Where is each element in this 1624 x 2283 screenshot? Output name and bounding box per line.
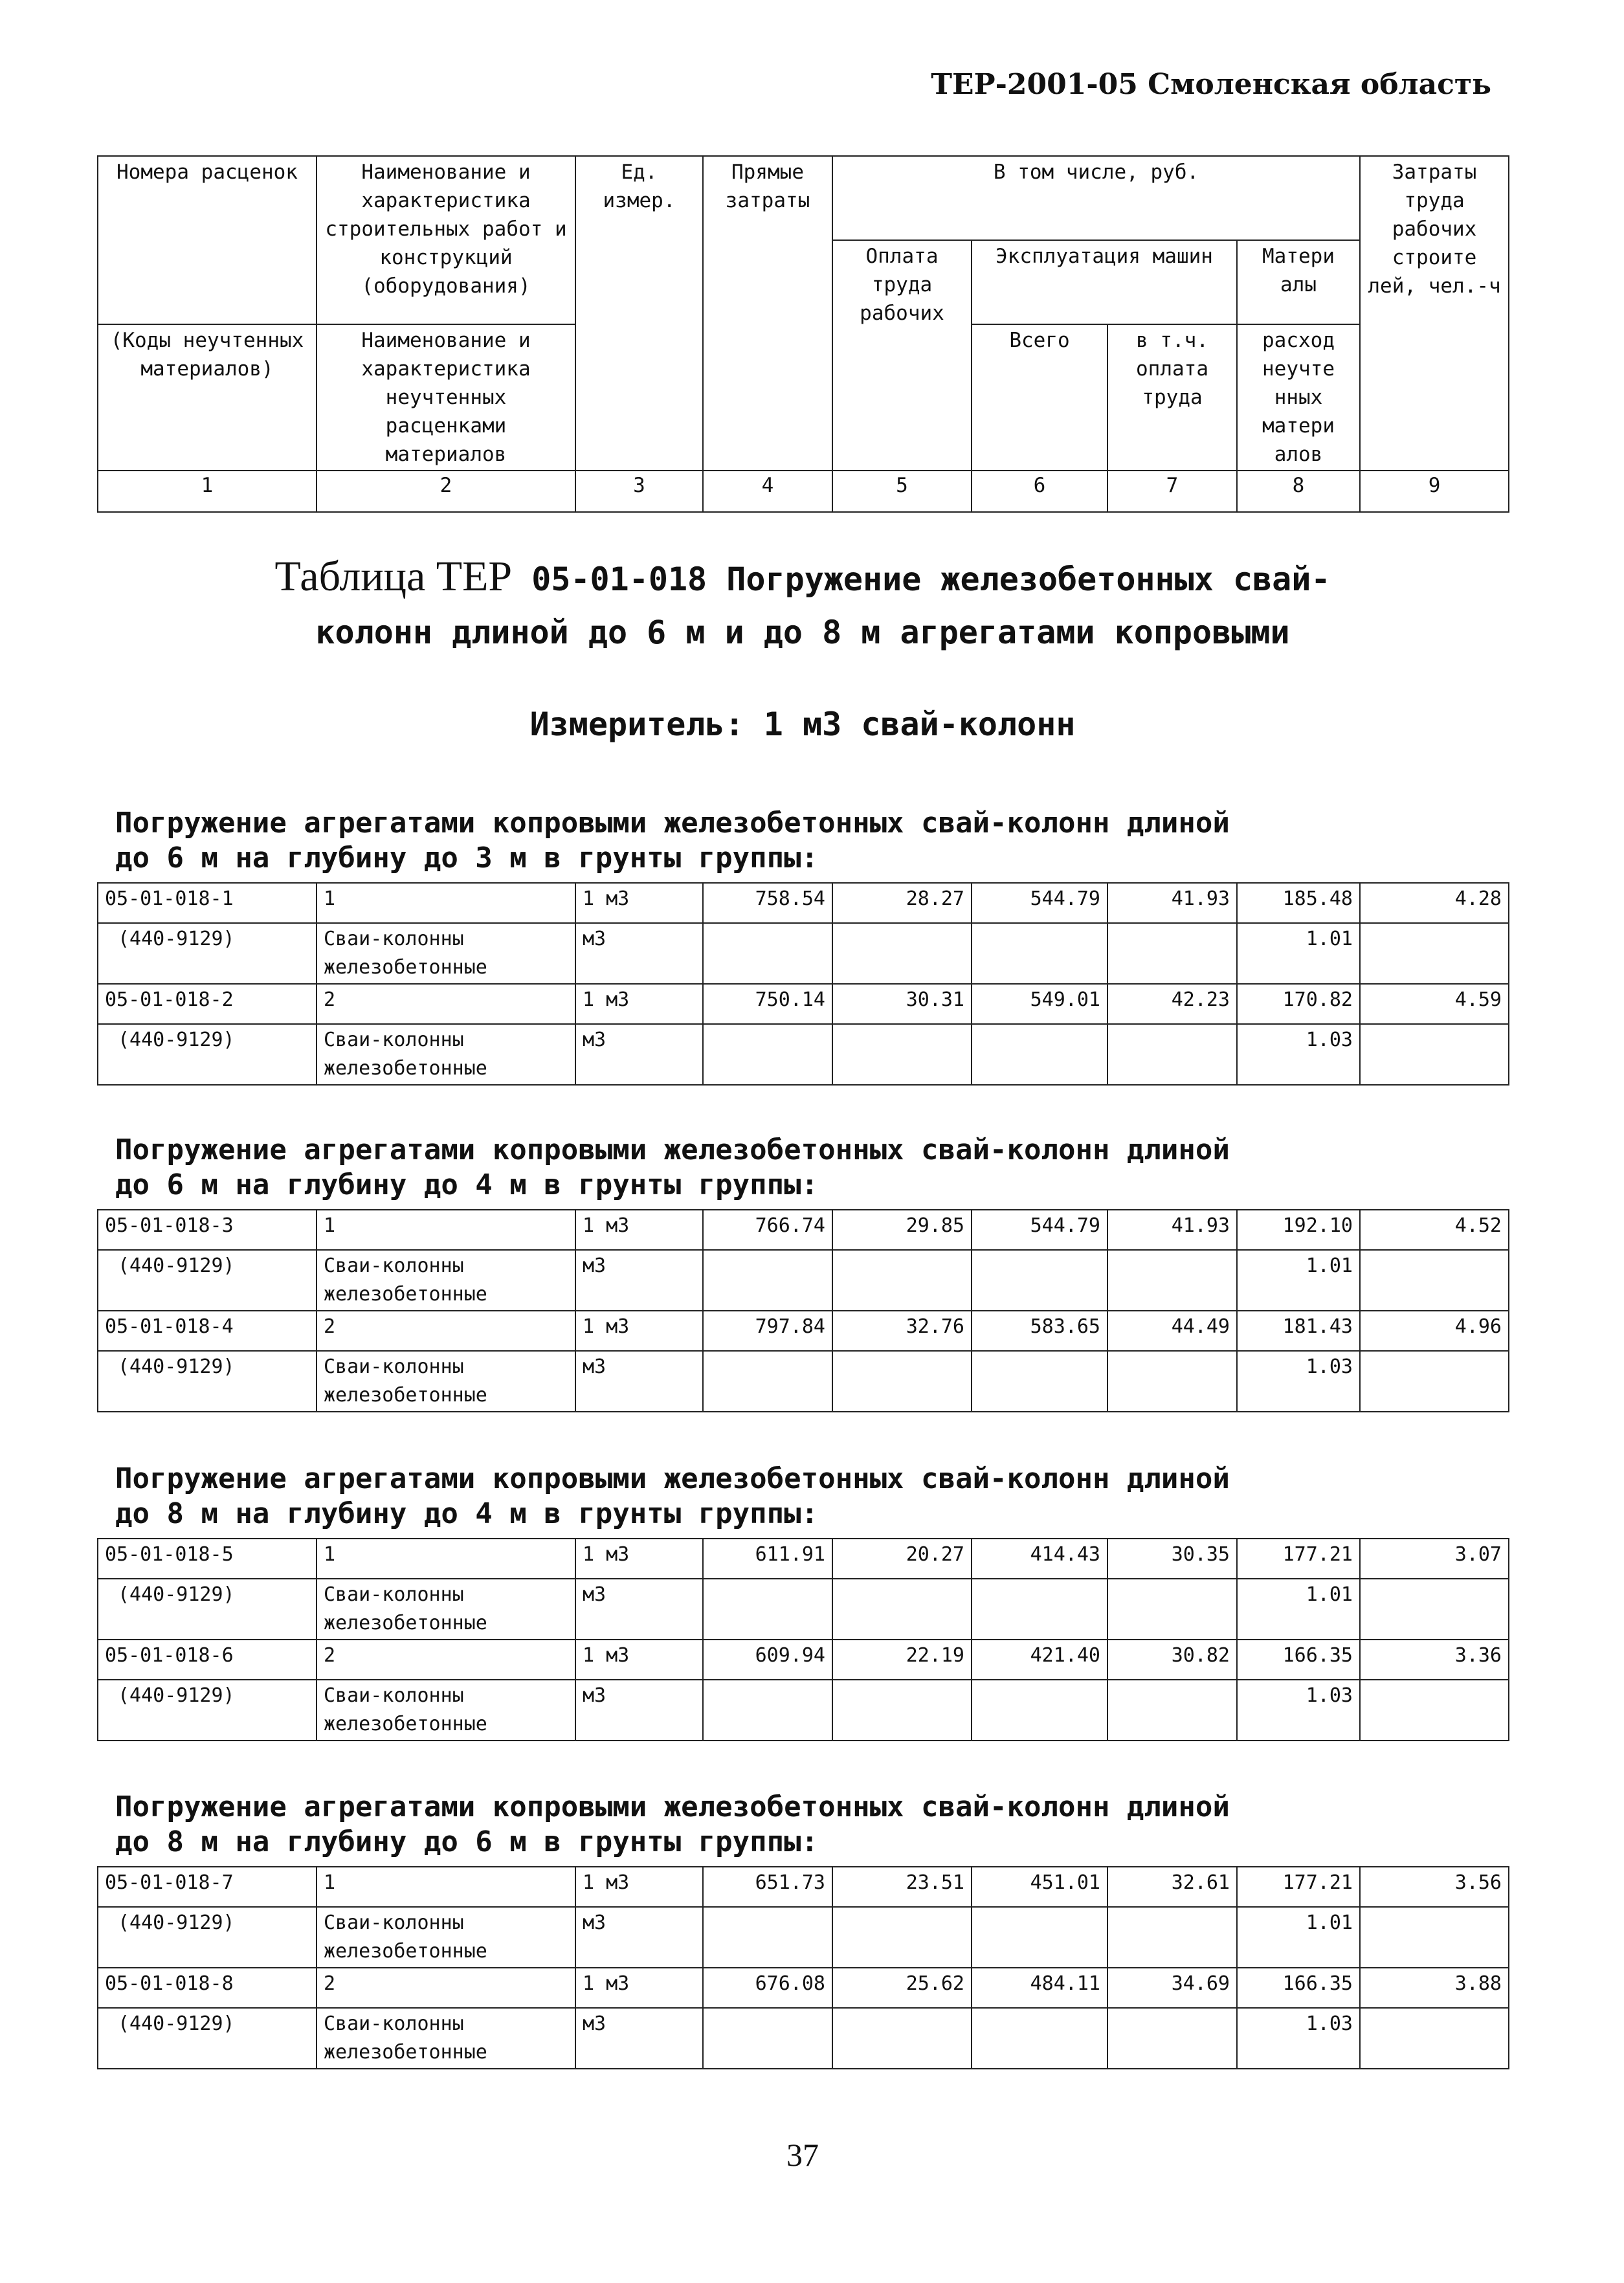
- empty-cell: [832, 1907, 972, 1968]
- page-number: 37: [786, 2137, 819, 2173]
- table-row-material: [98, 1024, 1509, 1085]
- materials: 192.10: [1237, 1210, 1360, 1250]
- empty-cell: [703, 923, 832, 984]
- table-title-text1: Погружение железобетонных свай-: [726, 561, 1331, 598]
- material-code: (440-9129): [98, 1680, 317, 1741]
- material-code: (440-9129): [98, 1579, 317, 1640]
- hdr-col5: Оплата труда рабочих: [832, 240, 972, 471]
- material-name: Сваи-колонны железобетонные: [317, 1250, 575, 1311]
- material-unit: м3: [575, 1351, 703, 1412]
- table-row: [98, 984, 1509, 1024]
- empty-cell: [972, 1024, 1107, 1085]
- direct-costs: 609.94: [703, 1640, 832, 1680]
- empty-cell: [703, 1351, 832, 1412]
- labor-hours: 4.59: [1360, 984, 1509, 1024]
- table-row-material: [98, 1907, 1509, 1968]
- machines-total: 421.40: [972, 1640, 1107, 1680]
- machines-labor: 42.23: [1107, 984, 1237, 1024]
- table-row: [98, 1311, 1509, 1351]
- labor-hours: 3.07: [1360, 1539, 1509, 1579]
- machines-total: 583.65: [972, 1311, 1107, 1351]
- empty-cell: [1360, 1024, 1509, 1085]
- labor-hours: 4.28: [1360, 883, 1509, 923]
- material-qty: 1.03: [1237, 2008, 1360, 2069]
- hdr-col3: Ед. измер.: [575, 156, 703, 471]
- rate-unit: 1 м3: [575, 1210, 703, 1250]
- labor-hours: 4.52: [1360, 1210, 1509, 1250]
- direct-costs: 758.54: [703, 883, 832, 923]
- materials: 170.82: [1237, 984, 1360, 1024]
- rate-code: 05-01-018-4: [98, 1311, 317, 1351]
- material-name: Сваи-колонны железобетонные: [317, 923, 575, 984]
- rate-code: 05-01-018-7: [98, 1867, 317, 1907]
- table-title: [97, 550, 1508, 659]
- hdr-num-8: 8: [1237, 471, 1360, 512]
- rate-unit: 1 м3: [575, 883, 703, 923]
- table-title-code: 05-01-018: [531, 561, 707, 598]
- rate-unit: 1 м3: [575, 1539, 703, 1579]
- rate-name: 1: [317, 1867, 575, 1907]
- direct-costs: 750.14: [703, 984, 832, 1024]
- material-name: Сваи-колонны железобетонные: [317, 1024, 575, 1085]
- empty-cell: [703, 2008, 832, 2069]
- table-row: [98, 883, 1509, 923]
- table-row-material: [98, 1579, 1509, 1640]
- hdr-col8-bottom: расход неучте нных матери алов: [1237, 324, 1360, 471]
- hdr-col2-bottom: Наименование и характеристика неучтенных расценками материалов: [317, 324, 575, 471]
- empty-cell: [1107, 1680, 1237, 1741]
- empty-cell: [703, 1680, 832, 1741]
- material-qty: 1.03: [1237, 1024, 1360, 1085]
- hdr-num-4: 4: [703, 471, 832, 512]
- labor-pay: 30.31: [832, 984, 972, 1024]
- labor-pay: 28.27: [832, 883, 972, 923]
- rate-unit: 1 м3: [575, 1968, 703, 2008]
- material-unit: м3: [575, 2008, 703, 2069]
- section-title-line2: до 8 м на глубину до 6 м в грунты группы:: [115, 1825, 819, 1858]
- table-title-prefix: Таблица ТЕР: [274, 553, 513, 600]
- table-row: [98, 1968, 1509, 2008]
- hdr-num-5: 5: [832, 471, 972, 512]
- measure-unit: Измеритель: 1 м3 свай-колонн: [529, 706, 1076, 743]
- empty-cell: [1360, 1907, 1509, 1968]
- labor-pay: 23.51: [832, 1867, 972, 1907]
- empty-cell: [832, 1579, 972, 1640]
- empty-cell: [832, 1680, 972, 1741]
- empty-cell: [1107, 2008, 1237, 2069]
- rate-code: 05-01-018-1: [98, 883, 317, 923]
- rate-unit: 1 м3: [575, 1867, 703, 1907]
- hdr-num-3: 3: [575, 471, 703, 512]
- labor-hours: 3.88: [1360, 1968, 1509, 2008]
- materials: 185.48: [1237, 883, 1360, 923]
- table-row-material: [98, 923, 1509, 984]
- empty-cell: [1360, 923, 1509, 984]
- material-qty: 1.01: [1237, 1250, 1360, 1311]
- empty-cell: [1107, 1907, 1237, 1968]
- empty-cell: [1107, 1351, 1237, 1412]
- materials: 177.21: [1237, 1539, 1360, 1579]
- table-title-line1: [97, 550, 1508, 606]
- machines-labor: 44.49: [1107, 1311, 1237, 1351]
- materials: 166.35: [1237, 1968, 1360, 2008]
- material-unit: м3: [575, 1024, 703, 1085]
- hdr-col1-bottom: (Коды неучтенных материалов): [98, 324, 317, 471]
- materials: 177.21: [1237, 1867, 1360, 1907]
- section-table: [97, 882, 1509, 1086]
- material-unit: м3: [575, 1907, 703, 1968]
- rate-unit: 1 м3: [575, 984, 703, 1024]
- material-qty: 1.01: [1237, 923, 1360, 984]
- machines-labor: 41.93: [1107, 883, 1237, 923]
- rate-name: 2: [317, 1640, 575, 1680]
- machines-labor: 41.93: [1107, 1210, 1237, 1250]
- empty-cell: [703, 1907, 832, 1968]
- empty-cell: [1360, 1250, 1509, 1311]
- empty-cell: [832, 1250, 972, 1311]
- empty-cell: [1360, 1351, 1509, 1412]
- section-title: [115, 806, 1507, 876]
- rate-name: 1: [317, 1210, 575, 1250]
- hdr-num-2: 2: [317, 471, 575, 512]
- table-row-material: [98, 2008, 1509, 2069]
- table-row: [98, 1867, 1509, 1907]
- material-qty: 1.01: [1237, 1579, 1360, 1640]
- machines-total: 544.79: [972, 883, 1107, 923]
- direct-costs: 676.08: [703, 1968, 832, 2008]
- rate-name: 2: [317, 1968, 575, 2008]
- hdr-num-9: 9: [1360, 471, 1509, 512]
- hdr-col4: Прямые затраты: [703, 156, 832, 471]
- empty-cell: [832, 923, 972, 984]
- material-name: Сваи-колонны железобетонные: [317, 1351, 575, 1412]
- machines-total: 414.43: [972, 1539, 1107, 1579]
- rate-code: 05-01-018-3: [98, 1210, 317, 1250]
- material-name: Сваи-колонны железобетонные: [317, 1579, 575, 1640]
- table-row-material: [98, 1250, 1509, 1311]
- hdr-group: В том числе, руб.: [832, 156, 1360, 240]
- empty-cell: [972, 1250, 1107, 1311]
- section-table: [97, 1538, 1509, 1741]
- material-code: (440-9129): [98, 2008, 317, 2069]
- rate-code: 05-01-018-2: [98, 984, 317, 1024]
- material-name: Сваи-колонны железобетонные: [317, 1680, 575, 1741]
- empty-cell: [972, 2008, 1107, 2069]
- empty-cell: [1107, 923, 1237, 984]
- section-title-line2: до 6 м на глубину до 3 м в грунты группы:: [115, 841, 819, 874]
- hdr-col9: Затраты труда рабочих строите лей, чел.-ч: [1360, 156, 1509, 471]
- material-code: (440-9129): [98, 1250, 317, 1311]
- material-qty: 1.01: [1237, 1907, 1360, 1968]
- hdr-col6: Всего: [972, 324, 1107, 471]
- empty-cell: [703, 1579, 832, 1640]
- rate-name: 2: [317, 1311, 575, 1351]
- rate-name: 2: [317, 984, 575, 1024]
- table-row: [98, 1210, 1509, 1250]
- machines-labor: 30.35: [1107, 1539, 1237, 1579]
- labor-hours: 4.96: [1360, 1311, 1509, 1351]
- empty-cell: [832, 1024, 972, 1085]
- section-title-line1: Погружение агрегатами копровыми железобетонных свай-колонн длиной: [115, 807, 1230, 840]
- column-header-table: [97, 155, 1509, 513]
- rate-unit: 1 м3: [575, 1640, 703, 1680]
- material-code: (440-9129): [98, 1351, 317, 1412]
- empty-cell: [832, 1351, 972, 1412]
- labor-pay: 20.27: [832, 1539, 972, 1579]
- direct-costs: 651.73: [703, 1867, 832, 1907]
- empty-cell: [972, 1680, 1107, 1741]
- material-qty: 1.03: [1237, 1680, 1360, 1741]
- hdr-col1-top: Номера расценок: [98, 156, 317, 324]
- empty-cell: [1360, 2008, 1509, 2069]
- rate-code: 05-01-018-8: [98, 1968, 317, 2008]
- labor-hours: 3.36: [1360, 1640, 1509, 1680]
- empty-cell: [1107, 1250, 1237, 1311]
- machines-labor: 30.82: [1107, 1640, 1237, 1680]
- material-unit: м3: [575, 1680, 703, 1741]
- table-row-material: [98, 1351, 1509, 1412]
- materials: 181.43: [1237, 1311, 1360, 1351]
- material-unit: м3: [575, 923, 703, 984]
- machines-total: 451.01: [972, 1867, 1107, 1907]
- machines-labor: 32.61: [1107, 1867, 1237, 1907]
- section-table: [97, 1209, 1509, 1412]
- labor-pay: 25.62: [832, 1968, 972, 2008]
- empty-cell: [972, 1351, 1107, 1412]
- hdr-num-7: 7: [1107, 471, 1237, 512]
- page-header-title: ТЕР-2001-05 Смоленская область: [931, 68, 1491, 101]
- machines-labor: 34.69: [1107, 1968, 1237, 2008]
- machines-total: 549.01: [972, 984, 1107, 1024]
- empty-cell: [972, 923, 1107, 984]
- table-row-material: [98, 1680, 1509, 1741]
- labor-pay: 22.19: [832, 1640, 972, 1680]
- hdr-col2-top: Наименование и характеристика строительных работ и конструкций (оборудования): [317, 156, 575, 324]
- direct-costs: 797.84: [703, 1311, 832, 1351]
- empty-cell: [972, 1907, 1107, 1968]
- material-name: Сваи-колонны железобетонные: [317, 2008, 575, 2069]
- empty-cell: [1107, 1579, 1237, 1640]
- empty-cell: [703, 1250, 832, 1311]
- empty-cell: [703, 1024, 832, 1085]
- rate-name: 1: [317, 1539, 575, 1579]
- section-title-line2: до 8 м на глубину до 4 м в грунты группы:: [115, 1497, 819, 1530]
- labor-pay: 32.76: [832, 1311, 972, 1351]
- machines-total: 484.11: [972, 1968, 1107, 2008]
- section-title-line1: Погружение агрегатами копровыми железобетонных свай-колонн длиной: [115, 1133, 1230, 1166]
- table-row: [98, 1539, 1509, 1579]
- labor-pay: 29.85: [832, 1210, 972, 1250]
- section-title: [115, 1462, 1507, 1531]
- rate-code: 05-01-018-5: [98, 1539, 317, 1579]
- rate-name: 1: [317, 883, 575, 923]
- section-table: [97, 1866, 1509, 2069]
- table-title-line2: колонн длиной до 6 м и до 8 м агрегатами копровыми: [315, 614, 1290, 651]
- rate-code: 05-01-018-6: [98, 1640, 317, 1680]
- material-unit: м3: [575, 1579, 703, 1640]
- direct-costs: 766.74: [703, 1210, 832, 1250]
- section-title-line1: Погружение агрегатами копровыми железобетонных свай-колонн длиной: [115, 1790, 1230, 1823]
- material-name: Сваи-колонны железобетонные: [317, 1907, 575, 1968]
- hdr-col7: в т.ч. оплата труда: [1107, 324, 1237, 471]
- rate-unit: 1 м3: [575, 1311, 703, 1351]
- section-title: [115, 1133, 1507, 1203]
- empty-cell: [1360, 1579, 1509, 1640]
- section-title: [115, 1790, 1507, 1860]
- hdr-machines: Эксплуатация машин: [972, 240, 1237, 324]
- material-qty: 1.03: [1237, 1351, 1360, 1412]
- empty-cell: [832, 2008, 972, 2069]
- material-code: (440-9129): [98, 1024, 317, 1085]
- empty-cell: [972, 1579, 1107, 1640]
- materials: 166.35: [1237, 1640, 1360, 1680]
- section-title-line2: до 6 м на глубину до 4 м в грунты группы:: [115, 1168, 819, 1201]
- machines-total: 544.79: [972, 1210, 1107, 1250]
- labor-hours: 3.56: [1360, 1867, 1509, 1907]
- hdr-col8-top: Матери алы: [1237, 240, 1360, 324]
- material-code: (440-9129): [98, 1907, 317, 1968]
- empty-cell: [1107, 1024, 1237, 1085]
- empty-cell: [1360, 1680, 1509, 1741]
- material-code: (440-9129): [98, 923, 317, 984]
- material-unit: м3: [575, 1250, 703, 1311]
- section-title-line1: Погружение агрегатами копровыми железобетонных свай-колонн длиной: [115, 1462, 1230, 1495]
- hdr-num-6: 6: [972, 471, 1107, 512]
- direct-costs: 611.91: [703, 1539, 832, 1579]
- hdr-num-1: 1: [98, 471, 317, 512]
- table-row: [98, 1640, 1509, 1680]
